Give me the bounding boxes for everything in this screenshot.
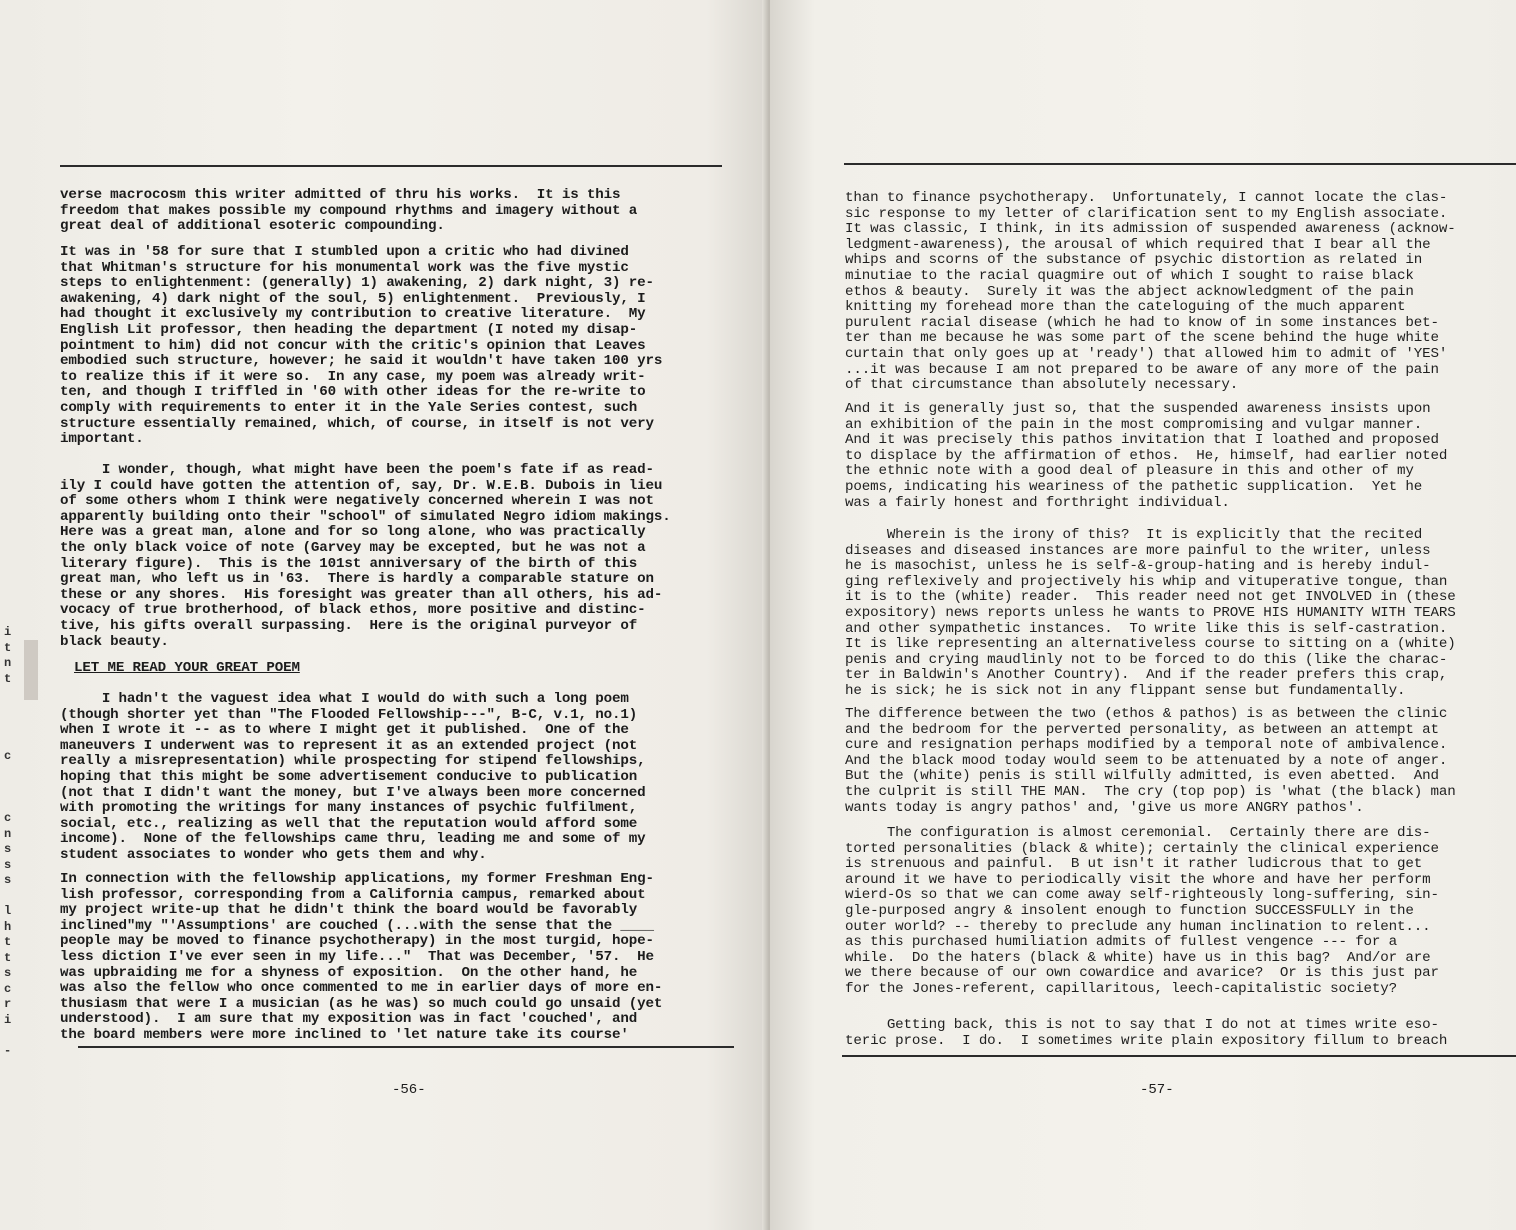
page-number: -57- — [1140, 1082, 1174, 1098]
paragraph-4: The difference between the two (ethos & pathos) is as between the clinic and the bedroom for the perverted personality, as between an attempt at cure and resignation perhaps modified by a temporal note of ambivalence. And the black mood today would seem to be attenuated by a note of anger. But the (white) penis is still wilfully admitted, is even abetted. And the culprit is still THE MAN. The cry (top pop) is 'what (the black) man wants today is angry pathos' and, 'give us more ANGRY pathos'. — [845, 706, 1456, 816]
paragraph-3: I wonder, though, what might have been the poem's fate if as read- ily I could have gotten the attention of, say, Dr. W.E.B. Dubois in lieu of some others whom I think were negatively concerned wherein I was not apparently building onto their "school" of simulated Negro idiom makings. Here was a great man, alone and for so long alone, who was practically the only black voice of note (Garvey may be excepted, but he was not a literary figure). This is the 101st anniversary of the birth of this great man, who left us in '63. There is hardly a comparable stature on these or any shores. His foresight was greater than all others, his ad- vocacy of true brotherhood, of black ethos, more positive and distinc- tive, his gifts overall surpassing. Here is the original purveyor of black beauty. — [60, 462, 671, 650]
paragraph-3: Wherein is the irony of this? It is explicitly that the recited diseases and diseased instances are more painful to the writer, unless he is masochist, unless he is self-&-group-hating and is hereby indul- ging reflexively and projectively his whip and vituperative tongue, than it is to the (white) reader. This reader need not get INVOLVED in (these expository) news reports unless he wants to PROVE HIS HUMANITY WITH TEARS and other sympathetic instances. To write like this is self-castration. It is like representing an alternativeless course to sitting on a (white) penis and crying maudlinly not to be forced to do this (like the charac- ter in Baldwin's Another Country). And if the reader prefers this crap, he is sick; he is sick not in any flippant sense but fundamentally. — [845, 527, 1456, 699]
top-rule — [844, 163, 1516, 165]
paragraph-1: than to finance psychotherapy. Unfortunately, I cannot locate the clas- sic response to my letter of clarification sent to my English associate. It was classic, I think, in its admission of suspended awareness (acknow- ledgment-awareness), the arousal of which required that I bear all the whips and scorns of the substance of psychic distortion as related in minutiae to the racial quagmire out of which I sought to raise black ethos & beauty. Surely it was the abject acknowledgment of the pain knitting my forehead more than the cateloguing of the much apparent purulent racial disease (which he had to know of in some instances bet- ter than me because he was some part of the scene behind the huge white curtain that only goes up at 'ready') that allowed him to admit of 'YES' ...it was because I am not prepared to be aware of any more of the pain of that circumstance than absolutely necessary. — [845, 190, 1456, 394]
paragraph-5: In connection with the fellowship applications, my former Freshman Eng- lish professor, corresponding from a California campus, remarked about my project write-up that he didn't think the board would be favorably inclined"my "'Assumptions' are couched (...with the sense that the ____ people may be moved to finance psychotherapy) in the most turgid, hope- less diction I've ever seen in my life..." That was December, '57. He was upbraiding me for a shyness of exposition. On the other hand, he was also the fellow who once commented to me in earlier days of more en- thusiasm that were I a musician (as he was) so much could go unsaid (yet understood). I am sure that my exposition was in fact 'couched', and the board members were more inclined to 'let nature take its course' — [60, 871, 663, 1043]
paragraph-2: It was in '58 for sure that I stumbled upon a critic who had divined that Whitman's structure for his monumental work was the five mystic steps to enlightenment: (generally) 1) awakening, 2) dark night, 3) re- awakening, 4) dark night of the soul, 5) enlightenment. Previously, I had thought it exclusively my contribution to creative literature. My English Lit professor, then heading the department (I noted my disap- pointment to him) did not concur with the critic's opinion that Leaves embodied such structure, however; he said it wouldn't have taken 100 yrs to realize this if it were so. In any case, my poem was already writ- ten, and though I triffled in '60 with other ideas for the re-write to comply with requirements to enter it in the Yale Series contest, such structure essentially remained, which, of course, in itself is not very important. — [60, 244, 663, 448]
paragraph-1: verse macrocosm this writer admitted of thru his works. It is this freedom that makes possible my compound rhythms and imagery without a great deal of additional esoteric compounding. — [60, 187, 638, 235]
edge-shadow — [24, 640, 38, 700]
paragraph-2: And it is generally just so, that the suspended awareness insists upon an exhibition of the pain in the most compromising and vulgar manner. And it was precisely this pathos invitation that I loathed and proposed to displace by the affirmation of ethos. He, himself, had earlier noted the ethnic note with a good deal of pleasure in this and other of my poems, indicating his weariness of the pathetic supplication. Yet he was a fairly honest and forthright individual. — [845, 401, 1448, 511]
bottom-rule — [78, 1046, 734, 1048]
paragraph-5: The configuration is almost ceremonial. Certainly there are dis- torted personalities (black & white); certainly the clinical experience is strenuous and painful. B ut isn't it rather ludicrous that to get around it we have to periodically visit the whore and have her perform wierd-Os so that we can come away self-righteously long-suffering, sin- gle-purposed angry & insolent enough to function SUCCESSFULLY in the outer world? -- thereby to preclude any human inclination to relent... as this purchased humiliation admits of fullest vengence --- for a while. Do the haters (black & white) have us in this bag? And/or are we there because of our own cowardice and avarice? Or is this just par for the Jones-referent, capillaritous, leech-capitalistic society? — [845, 825, 1439, 997]
top-rule — [60, 165, 722, 167]
section-heading: LET ME READ YOUR GREAT POEM — [74, 660, 300, 676]
paragraph-4: I hadn't the vaguest idea what I would do with such a long poem (though shorter yet than "The Flooded Fellowship---", B-C, v.1, no.1) when I wrote it -- as to where I might get it published. One of the maneuvers I underwent was to represent it as an extended project (not really a misrepresentation) while prospecting for stipend fellowships, hoping that this might be some advertisement conducive to publication (not that I didn't want the money, but I've always been more concerned with promoting the writings for many instances of psychic fulfilment, social, etc., realizing as well that the reputation would afford some income). None of the fellowships came thru, leading me and some of my student associates to wonder who gets them and why. — [60, 691, 646, 863]
page-number: -56- — [392, 1082, 426, 1098]
bottom-rule — [842, 1055, 1516, 1057]
paragraph-6: Getting back, this is not to say that I do not at times write eso- teric prose. I do. I sometimes write plain expository fillum to breach — [845, 1017, 1448, 1049]
right-page — [770, 0, 1516, 1230]
adjacent-page-fragment: i t n t c c n s s s l h t t s c r i - — [4, 625, 12, 1058]
